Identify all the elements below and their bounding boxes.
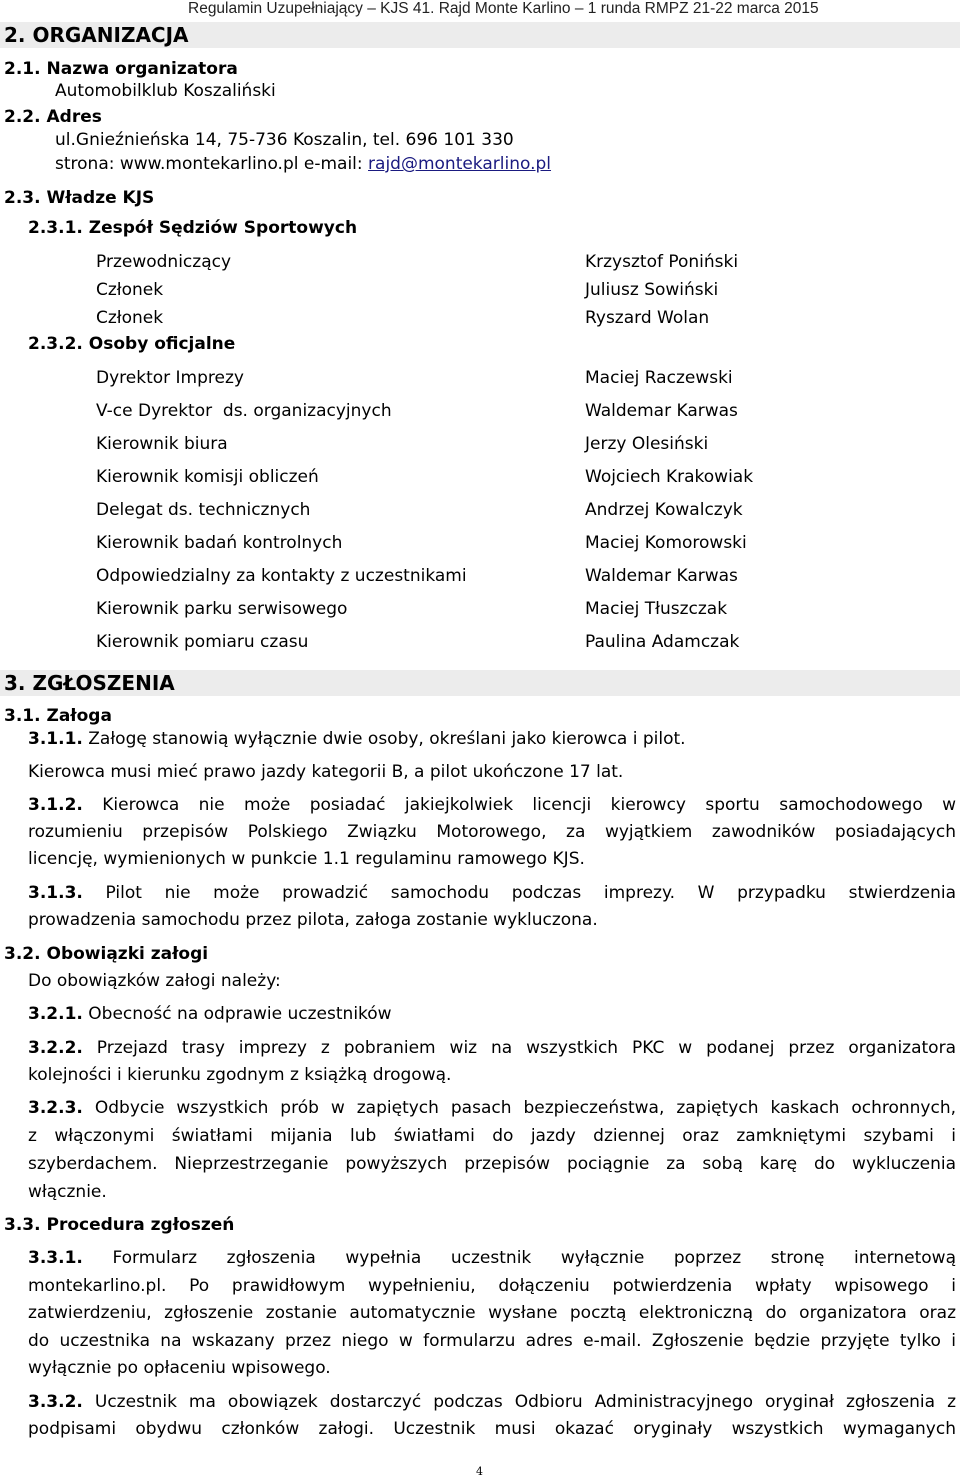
- para-text: Odbycie wszystkich prób w zapiętych pasach bezpieczeństwa, zapiętych kaskach ochronnych,: [94, 1098, 957, 1118]
- official-role: Kierownik badań kontrolnych: [96, 533, 343, 553]
- s23-title: 2.3. Władze KJS: [4, 188, 155, 208]
- para-num: 3.2.2.: [28, 1038, 83, 1058]
- para-312-line2: rozumieniu przepisów Polskiego Związku Motorowego, za wyjątkiem zawodników posiadających: [28, 822, 956, 842]
- para-num: 3.1.2.: [28, 795, 83, 815]
- official-name: Maciej Raczewski: [585, 368, 733, 388]
- official-name: Andrzej Kowalczyk: [585, 500, 743, 520]
- official-role: Odpowiedzialny za kontakty z uczestnikami: [96, 566, 467, 586]
- para-num: 3.3.2.: [28, 1392, 83, 1412]
- para-311: [28, 729, 686, 749]
- organizer-address: ul.Gnieźnieńska 14, 75-736 Koszalin, tel. 696 101 330: [55, 130, 514, 150]
- para-312-line3: licencję, wymienionych w punkcie 1.1 regulaminu ramowego KJS.: [28, 849, 585, 869]
- para-313-line2: prowadzenia samochodu przez pilota, załoga zostanie wykluczona.: [28, 910, 598, 930]
- para-num: 3.3.1.: [28, 1248, 83, 1268]
- para-text: Formularz zgłoszenia wypełnia uczestnik wyłącznie poprzez stronę internetową: [112, 1248, 956, 1268]
- para-331-line5: wyłącznie po opłaceniu wpisowego.: [28, 1358, 331, 1378]
- official-name: Maciej Komorowski: [585, 533, 747, 553]
- s32-intro: Do obowiązków załogi należy:: [28, 971, 281, 991]
- para-323-line3: szyberdachem. Nieprzestrzeganie powyższych przepisów pociągnie za sobą karę do wykluczenia: [28, 1154, 956, 1174]
- organizer-web: [55, 154, 551, 174]
- section-title-2: 2. ORGANIZACJA: [4, 23, 189, 47]
- para-num: 3.1.3.: [28, 883, 83, 903]
- official-name: Paulina Adamczak: [585, 632, 740, 652]
- para-331-line4: do uczestnika na wskazany przez niego w formularzu adres e-mail. Zgłoszenie będzie przyjęte tylko i: [28, 1331, 956, 1351]
- para-num: 3.1.1.: [28, 729, 83, 749]
- official-name: Waldemar Karwas: [585, 401, 738, 421]
- s22-title: 2.2. Adres: [4, 107, 102, 127]
- official-role: Delegat ds. technicznych: [96, 500, 311, 520]
- para-num: 3.2.3.: [28, 1098, 83, 1118]
- s231-title: 2.3.1. Zespół Sędziów Sportowych: [28, 218, 358, 238]
- para-text: Obecność na odprawie uczestników: [88, 1004, 392, 1024]
- official-role: Kierownik komisji obliczeń: [96, 467, 319, 487]
- web-prefix: strona: www.montekarlino.pl e-mail:: [55, 154, 369, 174]
- para-332-line1: [28, 1392, 956, 1412]
- official-role: Kierownik pomiaru czasu: [96, 632, 309, 652]
- para-text: Pilot nie może prowadzić samochodu podczas imprezy. W przypadku stwierdzenia: [105, 883, 956, 903]
- para-323-line1: [28, 1098, 956, 1118]
- para-321: [28, 1004, 392, 1024]
- judge-name: Ryszard Wolan: [585, 308, 710, 328]
- s33-title: 3.3. Procedura zgłoszeń: [4, 1215, 235, 1235]
- page-number: 4: [476, 1465, 483, 1478]
- para-text: Przejazd trasy imprezy z pobraniem wiz na wszystkich PKC w podanej przez organizatora: [96, 1038, 956, 1058]
- section-title-3: 3. ZGŁOSZENIA: [4, 671, 175, 695]
- para-text: Uczestnik ma obowiązek dostarczyć podczas Odbioru Administracyjnego oryginał zgłoszenia z: [94, 1392, 957, 1412]
- official-name: Wojciech Krakowiak: [585, 467, 754, 487]
- para-text: Załogę stanowią wyłącznie dwie osoby, określani jako kierowca i pilot.: [88, 729, 686, 749]
- para-313-line1: [28, 883, 956, 903]
- para-312-line1: [28, 795, 956, 815]
- para-322-line1: [28, 1038, 956, 1058]
- official-role: Kierownik biura: [96, 434, 228, 454]
- organizer-name: Automobilklub Koszaliński: [55, 81, 276, 101]
- judge-name: Krzysztof Poniński: [585, 252, 739, 272]
- s31-title: 3.1. Załoga: [4, 706, 112, 726]
- official-role: Kierownik parku serwisowego: [96, 599, 348, 619]
- official-role: Dyrektor Imprezy: [96, 368, 244, 388]
- para-num: 3.2.1.: [28, 1004, 83, 1024]
- s232-title: 2.3.2. Osoby oficjalne: [28, 334, 236, 354]
- running-header: Regulamin Uzupełniający – KJS 41. Rajd Monte Karlino – 1 runda RMPZ 21-22 marca 2015: [188, 0, 819, 17]
- email-link[interactable]: rajd@montekarlino.pl: [368, 154, 552, 174]
- judge-role: Członek: [96, 280, 164, 300]
- para-311-line2: Kierowca musi mieć prawo jazdy kategorii B, a pilot ukończone 17 lat.: [28, 762, 624, 782]
- para-322-line2: kolejności i kierunku zgodnym z książką drogową.: [28, 1065, 452, 1085]
- s21-title: 2.1. Nazwa organizatora: [4, 59, 238, 79]
- judge-role: Przewodniczący: [96, 252, 232, 272]
- judge-role: Członek: [96, 308, 164, 328]
- official-role: V-ce Dyrektor ds. organizacyjnych: [96, 401, 392, 421]
- official-name: Waldemar Karwas: [585, 566, 738, 586]
- para-text: Kierowca nie może posiadać jakiejkolwiek licencji kierowcy sportu samochodowego w: [102, 795, 957, 815]
- para-332-line2: podpisami obydwu członków załogi. Uczestnik musi okazać oryginały wszystkich wymaganych: [28, 1419, 956, 1439]
- judge-name: Juliusz Sowiński: [585, 280, 719, 300]
- para-331-line3: zatwierdzeniu, zgłoszenie zostanie automatycznie wysłane pocztą elektroniczną do organizatora oraz: [28, 1303, 956, 1323]
- para-331-line1: [28, 1248, 956, 1268]
- official-name: Jerzy Olesiński: [585, 434, 709, 454]
- para-331-line2: montekarlino.pl. Po prawidłowym wypełnieniu, dołączeniu potwierdzenia wpłaty wpisowego i: [28, 1276, 956, 1296]
- official-name: Maciej Tłuszczak: [585, 599, 728, 619]
- para-323-line2: z włączonymi światłami mijania lub światłami do jazdy dziennej oraz zamkniętymi szybami i: [28, 1126, 956, 1146]
- s32-title: 3.2. Obowiązki załogi: [4, 944, 209, 964]
- para-323-line4: włącznie.: [28, 1182, 107, 1202]
